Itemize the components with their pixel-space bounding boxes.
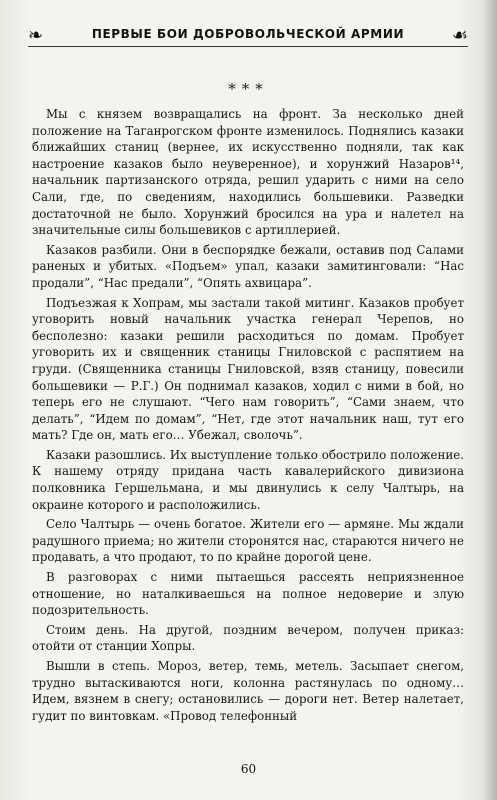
paragraph: Стоим день. На другой, поздним вечером, получен приказ: отойти от станции Хопры.	[32, 622, 464, 654]
paragraph: Подъезжая к Хопрам, мы застали такой митинг. Казаков пробует уговорить новый начальник участка генерал Черепов, но бесполезно: казаки решили расходиться по домам. Пробует уговорить их и священник станицы Гниловской с распятием на груди. (Священника станицы Гниловской, взяв станицу, повесили большевики — Р.Г.) Он поднимал казаков, ходил с ними в бой, но теперь его не слушают. “Чего нам говорить”, “Сами знаем, что делать”, “Идем по домам”, “Нет, где этот начальник наш, тут его мать? Где он, мать его… Убежал, сволочь”.	[32, 295, 464, 443]
header-ornament-right-icon: ☙	[451, 25, 468, 46]
running-head-title: ПЕРВЫЕ БОИ ДОБРОВОЛЬЧЕСКОЙ АРМИИ	[91, 27, 405, 41]
page-number: 60	[240, 762, 257, 776]
paragraph: Село Чалтырь — очень богатое. Жители его — армяне. Мы ждали радушного приема; но жители сторонятся нас, стараются ничего не продавать, а что продают, то по крайне дорогой цене.	[32, 517, 464, 565]
paragraph: Казаков разбили. Они в беспорядке бежали, оставив под Салами раненых и убитых. «Подъем» упал, казаки замитинговали: “Нас продали”, “Нас предали”, “Опять ахвицара”.	[32, 242, 464, 290]
section-break: ***	[228, 80, 269, 98]
paragraph: В разговорах с ними пытаешься рассеять неприязненное отношение, но наталкиваешься на полное недоверие и злую подозрительность.	[32, 570, 464, 618]
paragraph: Казаки разошлись. Их выступление только обострило положение. К нашему отряду придана часть кавалерийского дивизиона полковника Гершельмана, и мы двинулись к селу Чалтырь, на окраине которого и расположились.	[32, 447, 464, 512]
paragraph: Мы с князем возвращались на фронт. За несколько дней положение на Таганрогском фронте изменилось. Поднялись казаки ближайших станиц (вернее, их искусственно подняли, так как настроение казаков было неуверенное), и хорунжий Назаров¹⁴, начальник партизанского отряда, решил ударить с ними на село Сали, где, по сведениям, находились большевики. Разведки достаточной не было. Хорунжий бросился на ура и налетел на значительные силы большевиков с артиллерией.	[32, 107, 464, 238]
paragraph: Вышли в степь. Мороз, ветер, темь, метель. Засыпает снегом, трудно вытаскиваются ноги, колонна растянулась по одному… Идем, вязнем в снегу; остановились — дороги нет. Ветер налетает, гудит по винтовкам. «Провод телефонный	[32, 659, 464, 723]
binding-shadow	[483, 0, 497, 800]
running-header	[28, 24, 468, 60]
header-rule	[28, 46, 468, 47]
header-ornament-left-icon: ❧	[28, 25, 44, 46]
body-text	[32, 106, 464, 727]
